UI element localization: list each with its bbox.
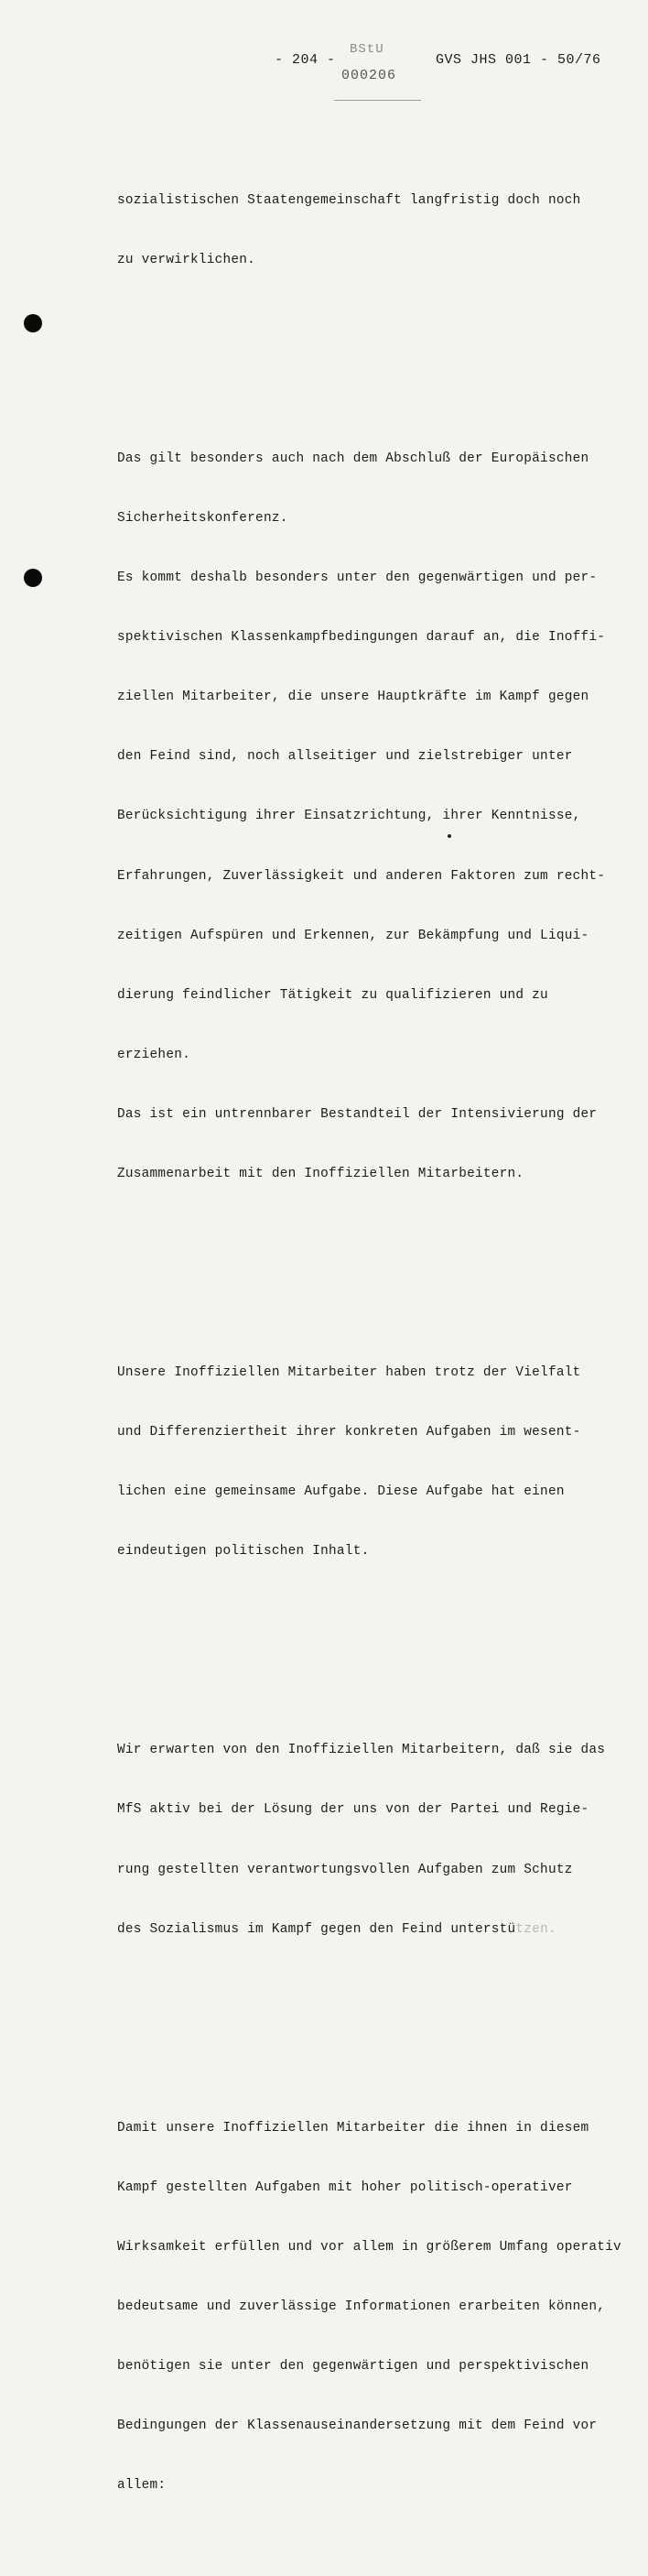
text-line: Wirksamkeit erfüllen und vor allem in größerem Umfang operativ [117, 2239, 621, 2255]
stamp-divider [334, 100, 421, 101]
text-line: Unsere Inoffiziellen Mitarbeiter haben trotz der Vielfalt [117, 1365, 581, 1381]
text-line: Erfahrungen, Zuverlässigkeit und anderen Faktoren zum recht- [117, 868, 606, 884]
paragraph-2 [117, 410, 630, 1225]
text-line: den Feind sind, noch allseitiger und zielstrebiger unter [117, 749, 573, 765]
paragraph-4 [117, 1701, 630, 1980]
text-line: erziehen. [117, 1047, 190, 1062]
text-line: Es kommt deshalb besonders unter den gegenwärtigen und per- [117, 571, 598, 586]
text-line: Das gilt besonders auch nach dem Abschluß der Europäischen [117, 451, 589, 466]
text-line: und Differenziertheit ihrer konkreten Aufgaben im wesent- [117, 1425, 581, 1440]
paragraph-1 [117, 151, 630, 310]
text-line: MfS aktiv bei der Lösung der uns von der Partei und Regie- [117, 1802, 589, 1818]
text-line: Wir erwarten von den Inoffiziellen Mitarbeitern, daß sie das [117, 1743, 606, 1758]
document-reference: GVS JHS 001 - 50/76 [436, 52, 601, 68]
text-line: zeitigen Aufspüren und Erkennen, zur Bekämpfung und Liqui- [117, 928, 589, 943]
paragraph-5 [117, 2079, 630, 2536]
archive-stamp-number: 000206 [341, 68, 397, 83]
text-line-visible: des Sozialismus im Kampf gegen den Feind unterstü [117, 1921, 516, 1937]
punch-hole-top [24, 314, 42, 332]
text-line: Sicherheitskonferenz. [117, 511, 288, 526]
text-line: Damit unsere Inoffiziellen Mitarbeiter die ihnen in diesem [117, 2120, 589, 2136]
text-line: Kampf gestellten Aufgaben mit hoher politisch-operativer [117, 2179, 573, 2195]
text-line [117, 1920, 630, 1940]
punch-hole-bottom [24, 569, 42, 587]
text-line: zu verwirklichen. [117, 252, 256, 267]
text-line: Zusammenarbeit mit den Inoffiziellen Mitarbeitern. [117, 1167, 524, 1182]
text-line: dierung feindlicher Tätigkeit zu qualifizieren und zu [117, 987, 548, 1003]
text-line: allem: [117, 2478, 167, 2494]
text-line: benötigen sie unter den gegenwärtigen und perspektivischen [117, 2358, 589, 2374]
text-line: spektivischen Klassenkampfbedingungen darauf an, die Inoffi- [117, 630, 606, 646]
text-line: lichen eine gemeinsame Aufgabe. Diese Aufgabe hat einen [117, 1484, 565, 1500]
text-line: sozialistischen Staatengemeinschaft langfristig doch noch [117, 192, 581, 208]
paragraph-3 [117, 1324, 630, 1603]
body-text [117, 112, 630, 2576]
text-line: Das ist ein untrennbarer Bestandteil der Intensivierung der [117, 1106, 598, 1122]
text-line: Berücksichtigung ihrer Einsatzrichtung, ihrer Kenntnisse, [117, 809, 581, 824]
page-number: - 204 - [275, 52, 336, 68]
text-line: bedeutsame und zuverlässige Informationen erarbeiten können, [117, 2299, 606, 2314]
text-line: ziellen Mitarbeiter, die unsere Hauptkräfte im Kampf gegen [117, 690, 589, 705]
archive-stamp-office: BStU [350, 42, 384, 57]
text-line: Bedingungen der Klassenauseinandersetzung mit dem Feind vor [117, 2418, 598, 2434]
text-line-faded: tzen. [515, 1921, 556, 1937]
text-line: eindeutigen politischen Inhalt. [117, 1544, 370, 1560]
text-line: rung gestellten verantwortungsvollen Aufgaben zum Schutz [117, 1862, 573, 1877]
